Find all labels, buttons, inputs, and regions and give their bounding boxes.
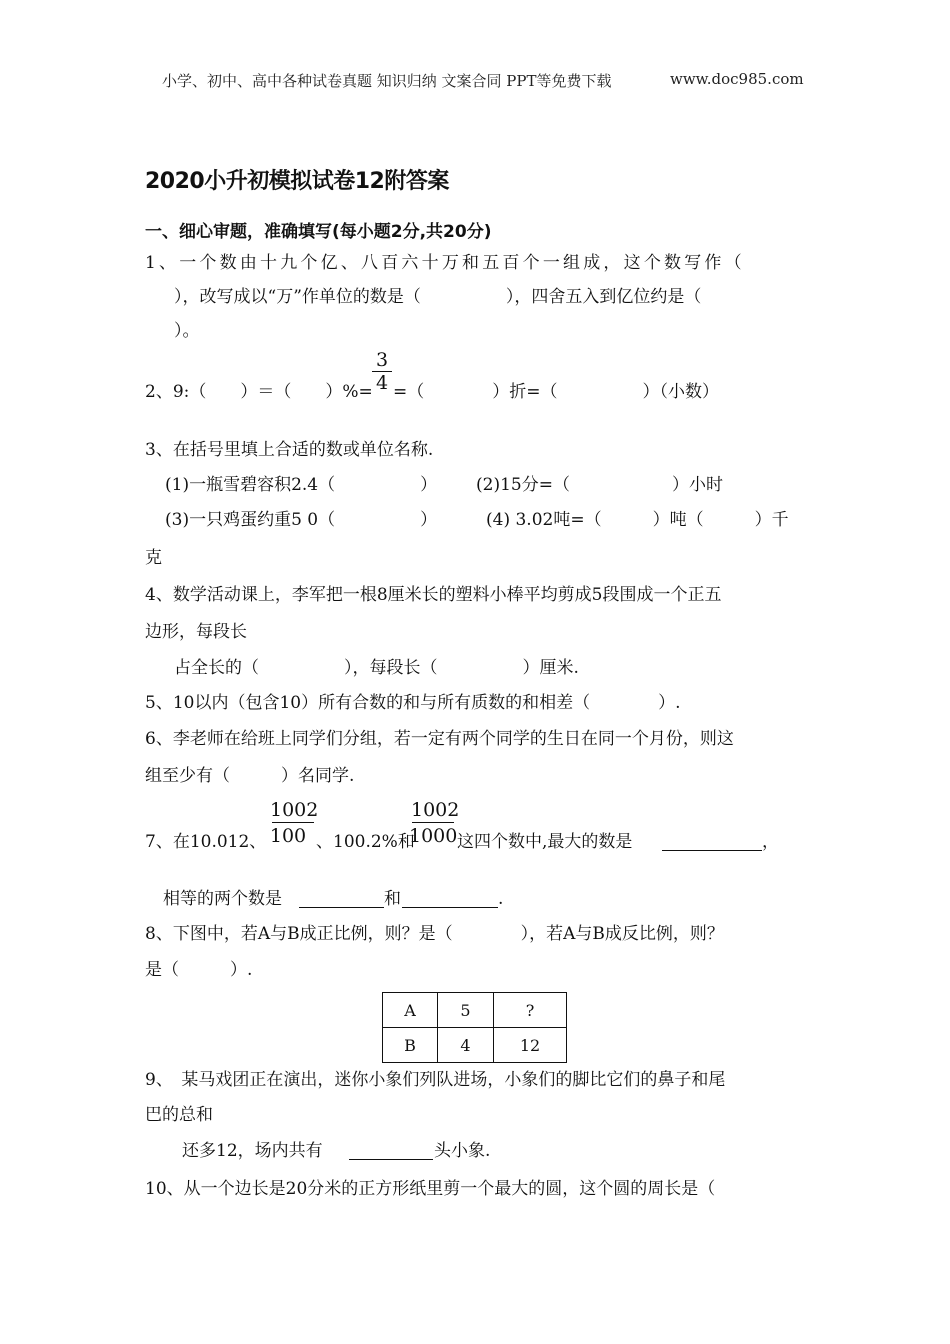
q7-fraction2-denominator: 1000: [409, 825, 458, 847]
table-cell: 4: [438, 1028, 494, 1063]
q7-line2-end: .: [498, 889, 504, 909]
q2-fraction-denominator: 4: [375, 372, 389, 394]
q8-line1: 8、下图中，若A与B成正比例，则？是（ ），若A与B成反比例，则？: [145, 924, 724, 944]
q5-line: 5、10以内（包含10）所有合数的和与所有质数的和相差（ ）.: [145, 693, 681, 713]
q3-item4-cont: 克: [145, 548, 162, 568]
q7-fraction2-bar: [412, 822, 454, 823]
table-cell: 5: [438, 993, 494, 1028]
q9-line3-b: 头小象.: [434, 1141, 491, 1161]
q9-answer-blank: [349, 1159, 433, 1160]
table-cell: B: [383, 1028, 438, 1063]
q9-line3-a: 还多12，场内共有: [182, 1141, 323, 1161]
q7-line2-a: 相等的两个数是: [163, 889, 282, 909]
q7-answer-blank-1: [299, 907, 384, 908]
q2-prefix: 2、9:（ ）＝（ ）%=: [145, 382, 373, 402]
q8-proportion-table: [382, 992, 567, 1063]
q7-comma: ，: [762, 832, 779, 852]
page-title: 2020小升初模拟试卷12附答案: [145, 169, 449, 194]
q3-item3: (3)一只鸡蛋约重5 0（ ）: [165, 510, 438, 530]
q7-fraction1-bar: [272, 822, 314, 823]
q3-item2: (2)15分=（ ）小时: [476, 475, 723, 495]
q4-line2: 边形，每段长: [145, 622, 247, 642]
q10-line1: 10、从一个边长是20分米的正方形纸里剪一个最大的圆，这个圆的周长是（: [145, 1179, 716, 1199]
section-heading: 一、细心审题，准确填写(每小题2分,共20分): [145, 222, 492, 242]
q7-answer-blank-largest: [662, 850, 762, 851]
q3-line1: 3、在括号里填上合适的数或单位名称.: [145, 440, 434, 460]
q7-fraction1-denominator: 100: [269, 825, 307, 847]
q7-answer-blank-2: [402, 907, 498, 908]
q2-suffix: =（ ）折=（ ）（小数）: [393, 382, 719, 402]
q8-line2: 是（ ）.: [145, 960, 253, 980]
header-url: www.doc985.com: [670, 70, 804, 88]
q4-line3: 占全长的（ ），每段长（ ）厘米.: [174, 658, 579, 678]
q9-line2: 巴的总和: [145, 1105, 213, 1125]
q6-line2: 组至少有（ ）名同学.: [145, 766, 355, 786]
table-row: [383, 1028, 567, 1063]
q1-line2: ），改写成以“万”作单位的数是（ ），四舍五入到亿位约是（: [174, 287, 702, 307]
q7-line2-and: 和: [384, 889, 401, 909]
header-ad-text: 小学、初中、高中各种试卷真题 知识归纳 文案合同 PPT等免费下载: [162, 72, 612, 90]
table-cell: 12: [494, 1028, 567, 1063]
table-row: [383, 993, 567, 1028]
q2-fraction-numerator: 3: [375, 349, 389, 371]
table-cell: A: [383, 993, 438, 1028]
q7-fraction2-numerator: 1002: [411, 799, 460, 821]
table-cell: ?: [494, 993, 567, 1028]
q4-line1: 4、数学活动课上，李军把一根8厘米长的塑料小棒平均剪成5段围成一个正五: [145, 585, 722, 605]
q6-line1: 6、李老师在给班上同学们分组，若一定有两个同学的生日在同一个月份，则这: [145, 729, 734, 749]
q7-fraction1-numerator: 1002: [270, 799, 319, 821]
q1-line3: ）。: [174, 321, 200, 341]
q1-line1: 1、一个数由十九个亿、八百六十万和五百个一组成，这个数写作（: [145, 253, 745, 273]
q7-suffix: 这四个数中,最大的数是: [457, 832, 633, 852]
q7-prefix: 7、在10.012、: [145, 832, 267, 852]
q7-mid: 、100.2%和: [316, 832, 415, 852]
q3-item4: (4) 3.02吨=（ ）吨（ ）千: [486, 510, 789, 530]
q9-line1: 9、 某马戏团正在演出，迷你小象们列队进场，小象们的脚比它们的鼻子和尾: [145, 1070, 726, 1090]
q3-item1: (1)一瓶雪碧容积2.4（ ）: [165, 475, 438, 495]
